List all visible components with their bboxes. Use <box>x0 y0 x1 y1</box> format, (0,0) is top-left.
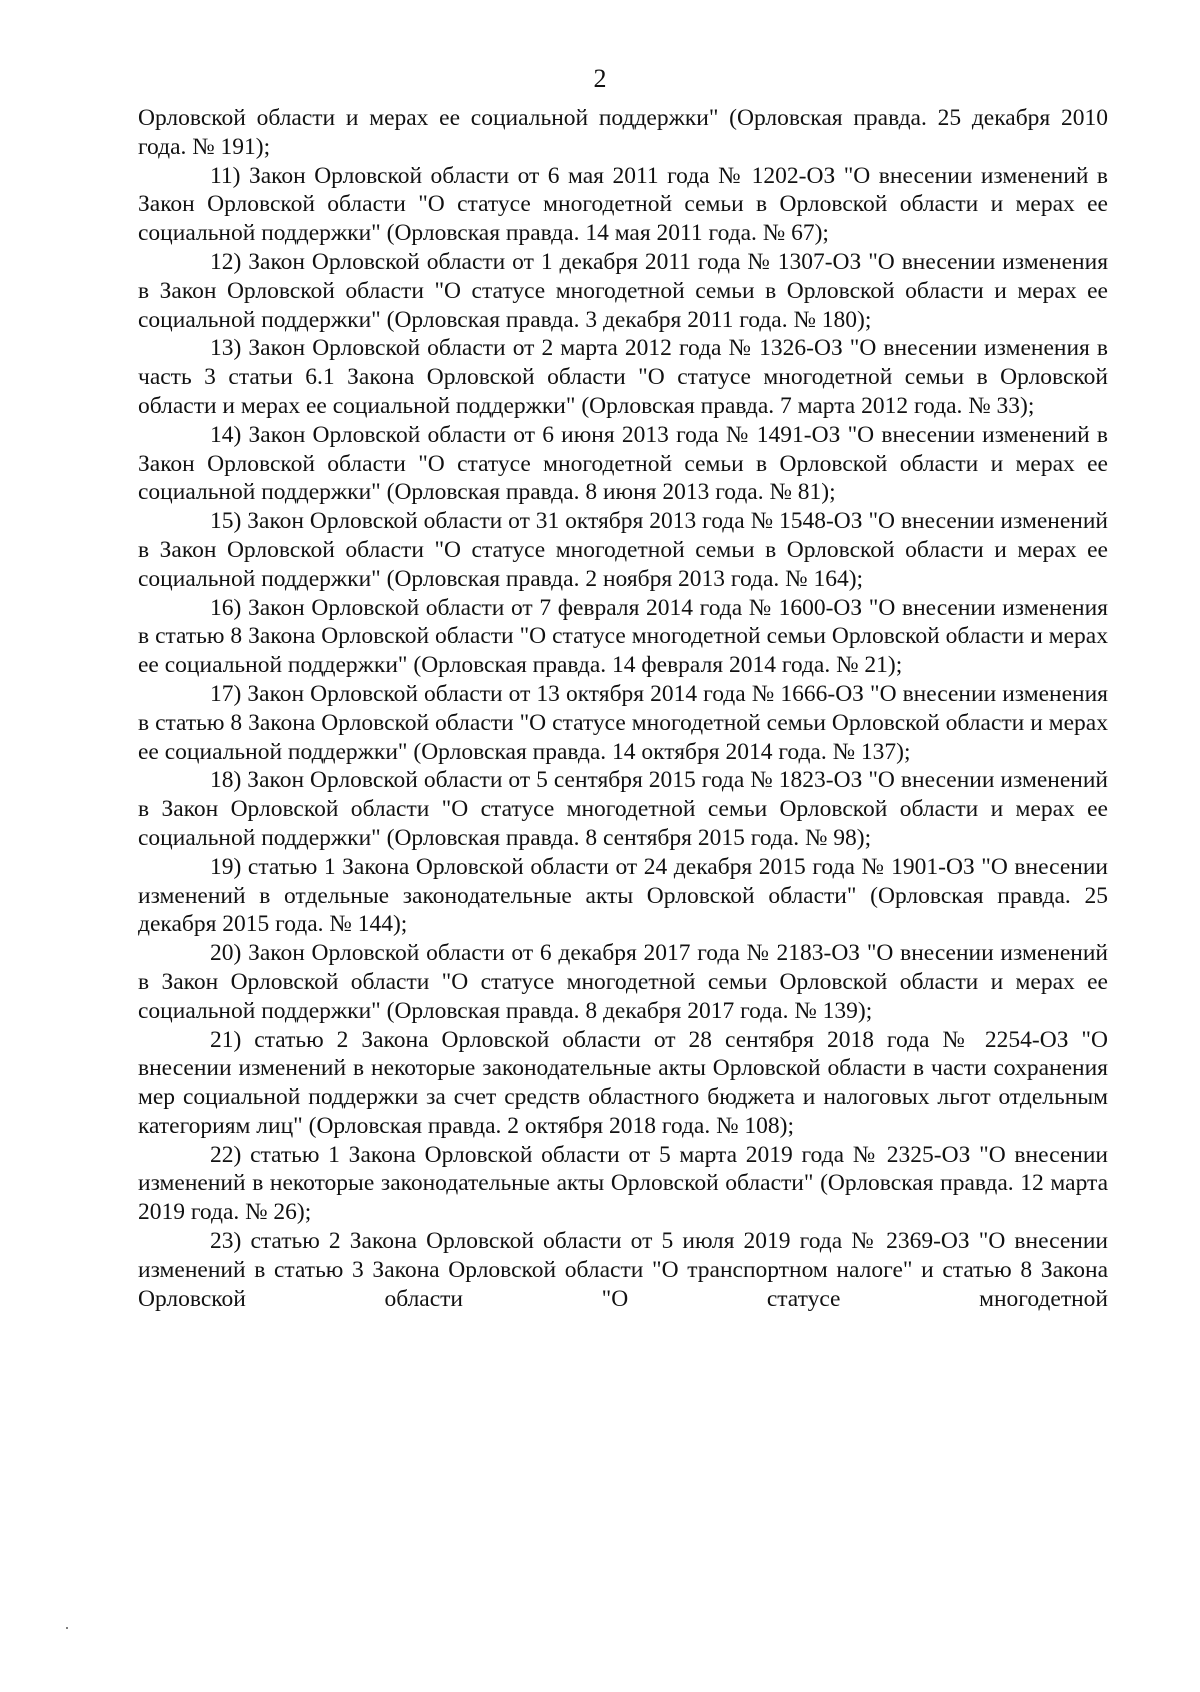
list-item-17: 17) Закон Орловской области от 13 октября 2014 года № 1666-ОЗ "О внесении изменения в статью 8 Закона Орловской области "О статусе многодетной семьи Орловской области и мерах ее социальной поддержки" (Орловская правда. 14 октября 2014 года. № 137); <box>138 680 1108 765</box>
list-item-19: 19) статью 1 Закона Орловской области от 24 декабря 2015 года № 1901-ОЗ "О внесении изменений в отдельные законодательные акты Орловской области" (Орловская правда. 25 декабря 2015 года. № 144); <box>138 853 1108 938</box>
list-item-13: 13) Закон Орловской области от 2 марта 2012 года № 1326-ОЗ "О внесении изменения в часть 3 статьи 6.1 Закона Орловской области "О статусе многодетной семьи в Орловской области и мерах ее социальной поддержки" (Орловская правда. 7 марта 2012 года. № 33); <box>138 335 1108 419</box>
list-item-16: 16) Закон Орловской области от 7 февраля 2014 года № 1600-ОЗ "О внесении изменения в статью 8 Закона Орловской области "О статусе многодетной семьи Орловской области и мерах ее социальной поддержки" (Орловская правда. 14 февраля 2014 года. № 21); <box>138 594 1108 679</box>
list-item-12: 12) Закон Орловской области от 1 декабря 2011 года № 1307-ОЗ "О внесении изменения в Закон Орловской области "О статусе многодетной семьи в Орловской области и мерах ее социальной поддержки" (Орловская правда. 3 декабря 2011 года. № 180); <box>138 248 1108 333</box>
list-item-23: 23) статью 2 Закона Орловской области от 5 июля 2019 года № 2369-ОЗ "О внесении изменений в статью 3 Закона Орловской области "О транспортном налоге" и статью 8 Закона Орловской области "О статусе многодетной <box>138 1228 1108 1312</box>
list-item-11: 11) Закон Орловской области от 6 мая 2011 года № 1202-ОЗ "О внесении изменений в Закон Орловской области "О статусе многодетной семьи в Орловской области и мерах ее социальной поддержки" (Орловская правда. 14 мая 2011 года. № 67); <box>138 162 1108 247</box>
list-item-20: 20) Закон Орловской области от 6 декабря 2017 года № 2183-ОЗ "О внесении изменений в Закон Орловской области "О статусе многодетной семьи Орловской области и мерах ее социальной поддержки" (Орловская правда. 8 декабря 2017 года. № 139); <box>138 940 1108 1024</box>
list-item-22: 22) статью 1 Закона Орловской области от 5 марта 2019 года № 2325-ОЗ "О внесении изменений в некоторые законодательные акты Орловской области" (Орловская правда. 12 марта 2019 года. № 26); <box>138 1141 1108 1226</box>
document-body <box>138 104 1108 1313</box>
scan-artifact-dot <box>66 1627 68 1629</box>
list-item-18: 18) Закон Орловской области от 5 сентября 2015 года № 1823-ОЗ "О внесении изменений в Закон Орловской области "О статусе многодетной семьи Орловской области и мерах ее социальной поддержки" (Орловская правда. 8 сентября 2015 года. № 98); <box>138 767 1108 851</box>
paragraph-continuation: Орловской области и мерах ее социальной поддержки" (Орловская правда. 25 декабря 2010 года. № 191); <box>138 105 1108 160</box>
page-number: 2 <box>593 64 607 93</box>
list-item-14: 14) Закон Орловской области от 6 июня 2013 года № 1491-ОЗ "О внесении изменений в Закон Орловской области "О статусе многодетной семьи в Орловской области и мерах ее социальной поддержки" (Орловская правда. 8 июня 2013 года. № 81); <box>138 421 1108 506</box>
list-item-21: 21) статью 2 Закона Орловской области от 28 сентября 2018 года № 2254-ОЗ "О внесении изменений в некоторые законодательные акты Орловской области в части сохранения мер социальной поддержки за счет средств областного бюджета и налоговых льгот отдельным категориям лиц" (Орловская правда. 2 октября 2018 года. № 108); <box>138 1026 1108 1139</box>
list-item-15: 15) Закон Орловской области от 31 октября 2013 года № 1548-ОЗ "О внесении изменений в Закон Орловской области "О статусе многодетной семьи в Орловской области и мерах ее социальной поддержки" (Орловская правда. 2 ноября 2013 года. № 164); <box>138 508 1108 592</box>
